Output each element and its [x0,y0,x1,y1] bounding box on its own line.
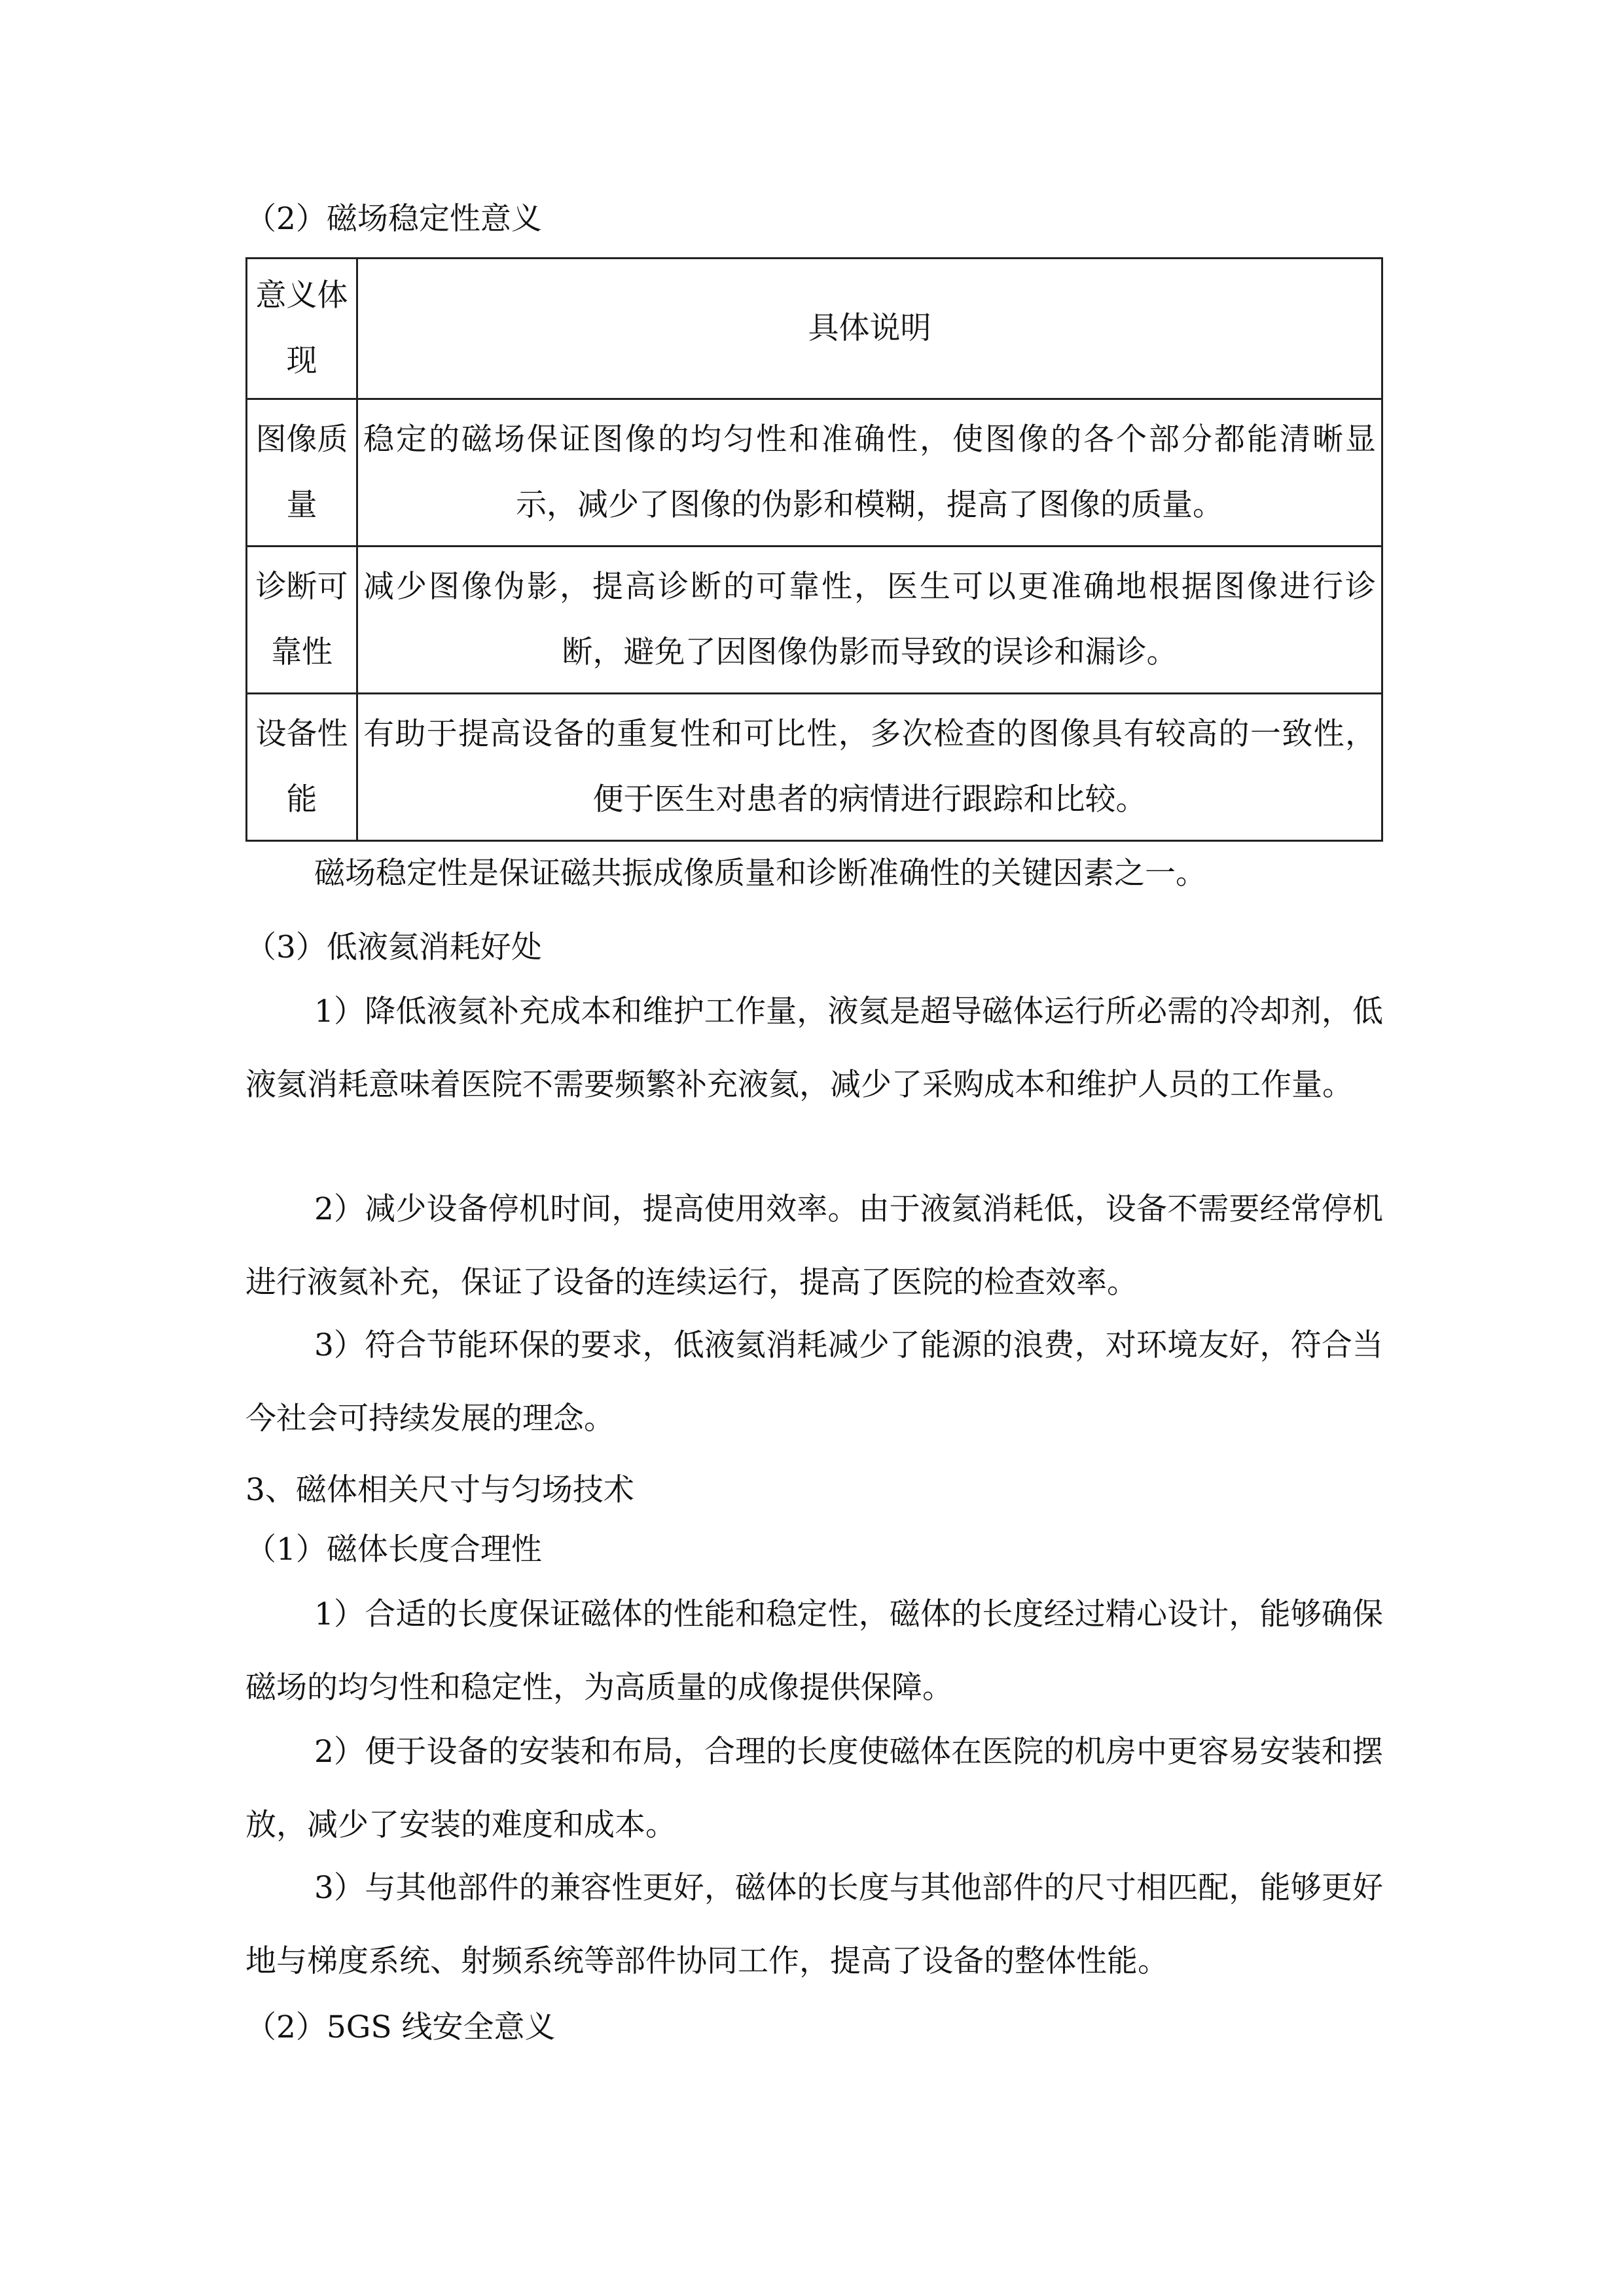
length-item-1: 1）合适的长度保证磁体的性能和稳定性，磁体的长度经过精心设计，能够确保磁场的均匀性和稳定性，为高质量的成像提供保障。 [245,1596,1383,1706]
table-row-label: 图像质量 [247,399,357,547]
table-header-label: 意义体现 [247,259,357,399]
section-title-helium: （3）低液氦消耗好处 [245,929,542,965]
table-row-label: 设备性能 [247,694,357,841]
table-header-desc: 具体说明 [357,259,1382,399]
table-row-desc: 稳定的磁场保证图像的均匀性和准确性，使图像的各个部分都能清晰显示，减少了图像的伪影和模糊，提高了图像的质量。 [357,399,1382,547]
table-row-label: 诊断可靠性 [247,547,357,694]
helium-item-3: 3）符合节能环保的要求，低液氦消耗减少了能源的浪费，对环境友好，符合当今社会可持续发展的理念。 [245,1327,1383,1437]
table-header-row [247,259,1382,399]
summary-paragraph: 磁场稳定性是保证磁共振成像质量和诊断准确性的关键因素之一。 [314,855,1206,891]
table-row [247,399,1382,547]
table-row-desc: 减少图像伪影，提高诊断的可靠性，医生可以更准确地根据图像进行诊断，避免了因图像伪影而导致的误诊和漏诊。 [357,547,1382,694]
helium-item-2: 2）减少设备停机时间，提高使用效率。由于液氦消耗低，设备不需要经常停机进行液氦补充，保证了设备的连续运行，提高了医院的检查效率。 [245,1191,1383,1300]
section-title-magnet-stability: （2）磁场稳定性意义 [245,201,542,237]
subsection-title-length: （1）磁体长度合理性 [245,1532,542,1568]
section-title-magnet-size: 3、磁体相关尺寸与匀场技术 [245,1472,634,1508]
helium-item-1: 1）降低液氦补充成本和维护工作量，液氦是超导磁体运行所必需的冷却剂，低液氦消耗意味着医院不需要频繁补充液氦，减少了采购成本和维护人员的工作量。 [245,994,1383,1103]
length-item-3: 3）与其他部件的兼容性更好，磁体的长度与其他部件的尺寸相匹配，能够更好地与梯度系统、射频系统等部件协同工作，提高了设备的整体性能。 [245,1870,1383,1979]
meaning-table [245,257,1383,842]
table-row-desc: 有助于提高设备的重复性和可比性，多次检查的图像具有较高的一致性，便于医生对患者的病情进行跟踪和比较。 [357,694,1382,841]
subsection-title-5gs: （2）5GS 线安全意义 [245,2009,556,2045]
table-row [247,694,1382,841]
table-row [247,547,1382,694]
length-item-2: 2）便于设备的安装和布局，合理的长度使磁体在医院的机房中更容易安装和摆放，减少了安装的难度和成本。 [245,1734,1383,1843]
